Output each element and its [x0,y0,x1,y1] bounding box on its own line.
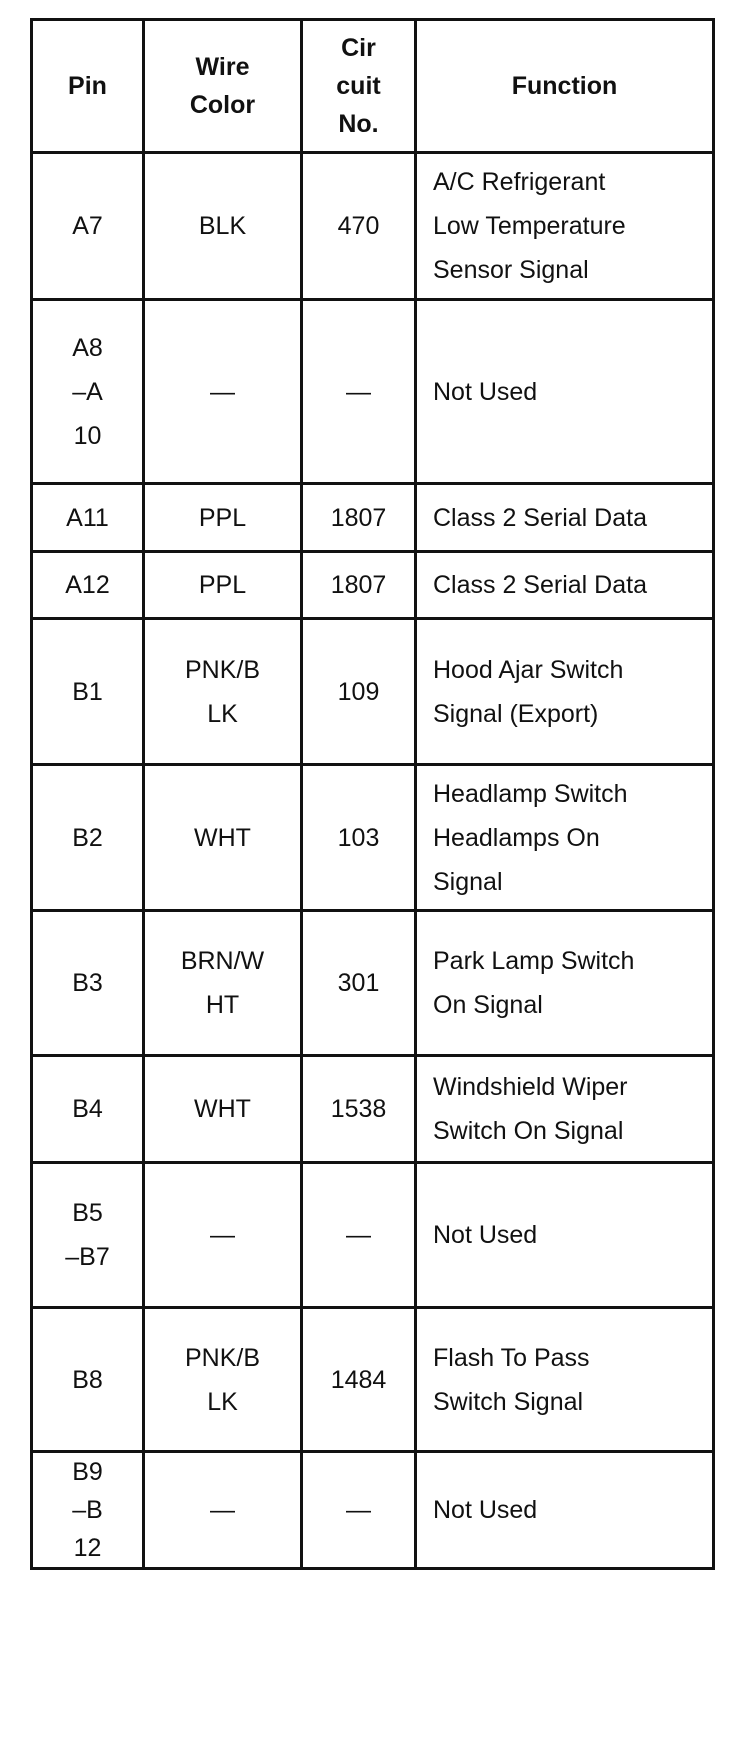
circuit-cell: — [302,1452,416,1569]
wire-color-cell: PPL [144,552,302,619]
header-row [32,20,714,153]
circuit-cell: — [302,300,416,484]
pin-cell: B8 [32,1308,144,1452]
function-cell: A/C Refrigerant Low Temperature Sensor Signal [416,153,714,300]
table-row [32,484,714,552]
circuit-cell: 470 [302,153,416,300]
table-row [32,1163,714,1308]
pin-cell: B1 [32,619,144,765]
pin-cell: A11 [32,484,144,552]
wire-color-cell: PNK/B LK [144,1308,302,1452]
wire-color-cell: BRN/W HT [144,911,302,1056]
circuit-cell: — [302,1163,416,1308]
function-cell: Not Used [416,1452,714,1569]
circuit-cell: 1538 [302,1056,416,1163]
table-row [32,300,714,484]
function-cell: Headlamp Switch Headlamps On Signal [416,765,714,911]
pin-cell: A12 [32,552,144,619]
header-circuit-no: Cir cuit No. [302,20,416,153]
circuit-cell: 1807 [302,552,416,619]
wire-color-cell: PNK/B LK [144,619,302,765]
wire-color-cell: WHT [144,1056,302,1163]
function-cell: Flash To Pass Switch Signal [416,1308,714,1452]
pin-cell: B4 [32,1056,144,1163]
pin-cell: B5 –B7 [32,1163,144,1308]
header-wire-color: Wire Color [144,20,302,153]
wire-color-cell: — [144,1163,302,1308]
table-row [32,911,714,1056]
circuit-cell: 301 [302,911,416,1056]
wire-color-cell: — [144,1452,302,1569]
table-row [32,153,714,300]
pin-table [30,18,715,1570]
table-row [32,765,714,911]
circuit-cell: 103 [302,765,416,911]
table-row [32,1452,714,1569]
function-cell: Class 2 Serial Data [416,484,714,552]
pin-cell: B2 [32,765,144,911]
pin-cell: A7 [32,153,144,300]
function-cell: Class 2 Serial Data [416,552,714,619]
table-row [32,552,714,619]
wire-color-cell: WHT [144,765,302,911]
function-cell: Not Used [416,1163,714,1308]
function-cell: Hood Ajar Switch Signal (Export) [416,619,714,765]
pin-cell: B3 [32,911,144,1056]
header-pin: Pin [32,20,144,153]
circuit-cell: 1484 [302,1308,416,1452]
pin-cell: A8 –A 10 [32,300,144,484]
function-cell: Not Used [416,300,714,484]
circuit-cell: 109 [302,619,416,765]
wire-color-cell: PPL [144,484,302,552]
wire-color-cell: — [144,300,302,484]
header-function: Function [416,20,714,153]
function-cell: Park Lamp Switch On Signal [416,911,714,1056]
table-row [32,1308,714,1452]
table-row [32,619,714,765]
function-cell: Windshield Wiper Switch On Signal [416,1056,714,1163]
circuit-cell: 1807 [302,484,416,552]
wire-color-cell: BLK [144,153,302,300]
pin-cell: B9 –B 12 [32,1452,144,1569]
table-row [32,1056,714,1163]
